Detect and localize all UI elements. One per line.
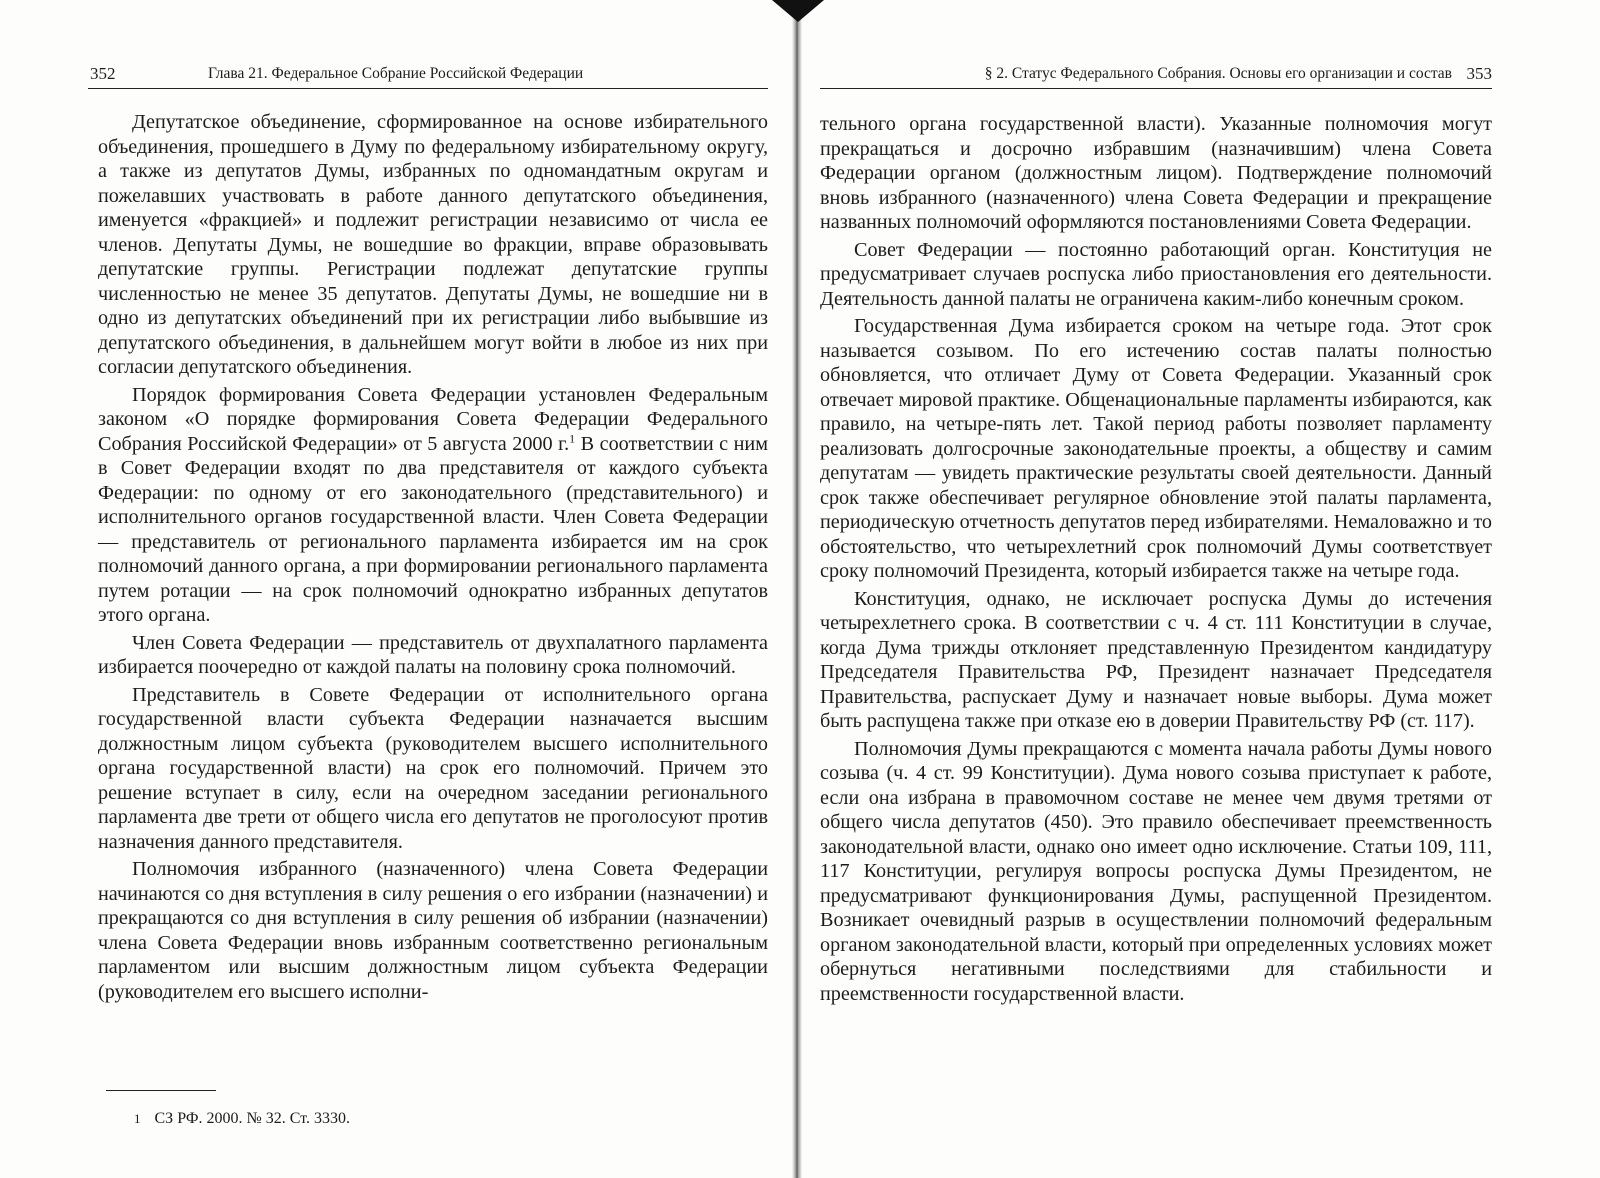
chapter-title: Глава 21. Федеральное Собрание Российской Федерации	[208, 65, 584, 82]
right-page	[820, 0, 1492, 1178]
footnote-text: СЗ РФ. 2000. № 32. Ст. 3330.	[154, 1110, 350, 1127]
page-number: 352	[90, 64, 116, 83]
left-page	[88, 0, 768, 1178]
paragraph-text: В соответствии с ним в Совет Федерации входят по два представителя от каждого субъекта Федерации: по одному от его законодательного (представительного) и исполнительного органов государственной власти. Член Совета Федерации — представитель от регионального парламента избирается им на срок полномочий данного органа, а при формировании регионального парламента путем ротации — на срок полномочий однократно избранных депутатов этого органа.	[98, 432, 769, 626]
paragraph: Конституция, однако, не исключает роспуска Думы до истечения четырехлетнего срока. В соответствии с ч. 4 ст. 111 Конституции в случае, когда Дума трижды отклоняет представленную Президентом кандидатуру Председателя Правительства РФ, Президент назначает Председателя Правительства, распускает Думу и назначает новые выборы. Дума может быть распущена также при отказе ею в доверии Правительству РФ (ст. 117).	[820, 587, 1492, 732]
paragraph: Полномочия Думы прекращаются с момента начала работы Думы нового созыва (ч. 4 ст. 99 Конституции). Дума нового созыва приступает к работе, если она избрана в правомочном составе не менее чем двумя третями от общего числа депутатов (450). Это правило обеспечивает преемственность законодательной власти, однако оно имеет одно исключение. Статьи 109, 111, 117 Конституции, регулируя вопросы роспуска Думы Президентом, не предусматривают функционирования Думы, распущенной Президентом. Возникает очевидный разрыв в осуществлении полномочий федеральным органом законодательной власти, который при определенных условиях может обернуться негативными последствиями для стабильности и преемственности государственной власти.	[820, 737, 1492, 1005]
body-text	[98, 110, 768, 1004]
binding-shadow	[772, 0, 824, 22]
running-head	[820, 62, 1492, 89]
section-title: § 2. Статус Федерального Собрания. Основы его организации и состав	[984, 65, 1452, 82]
footnote	[134, 1110, 350, 1128]
footnote-divider	[106, 1090, 216, 1091]
paragraph: тельного органа государственной власти). Указанные полномочия могут прекращаться и досрочно избравшим (назначившим) члена Совета Федерации органом (должностным лицом). Подтверждение полномочий вновь избранного (назначенного) члена Совета Федерации и прекращение названных полномочий оформляются постановлениями Совета Федерации.	[820, 113, 1492, 233]
page-number: 353	[1466, 64, 1492, 83]
paragraph: Государственная Дума избирается сроком на четыре года. Этот срок называется созывом. По его истечению состав палаты полностью обновляется, что отличает Думу от Совета Федерации. Указанный срок отвечает мировой практике. Общенациональные парламенты избираются, как правило, на четыре-пять лет. Такой период работы позволяет парламенту реализовать долгосрочные законодательные проекты, а обществу и самим депутатам — увидеть практические результаты своей деятельности. Данный срок также обеспечивает регулярное обновление этой палаты парламента, периодическую отчетность депутатов перед избирателями. Немаловажно и то обстоятельство, что четырехлетний срок полномочий Думы соответствует сроку полномочий Президента, который избирается также на четыре года.	[820, 315, 1492, 582]
book-gutter	[792, 0, 802, 1178]
body-text	[820, 112, 1492, 1006]
paragraph: Депутатское объединение, сформированное на основе избирательного объединения, прошедшего в Думу по федеральному избирательному округу, а также из депутатов Думы, избранных по одномандатным округам и пожелавших участвовать в работе данного депутатского объединения, именуется «фракцией» и подлежит регистрации независимо от числа ее членов. Депутаты Думы, не вошедшие во фракции, вправе образовывать депутатские группы. Регистрации подлежат депутатские группы численностью не менее 35 депутатов. Депутаты Думы, не вошедшие ни в одно из депутатских объединений при их регистрации либо выбывшие из депутатского объединения, в дальнейшем могут войти в любое из них при согласии депутатского объединения.	[98, 111, 768, 378]
paragraph-text: Порядок формирования Совета Федерации установлен Федеральным законом «О порядке формирования Совета Федерации Федерального Собрания Российской Федерации» от 5 августа 2000 г.	[98, 383, 768, 455]
paragraph: Представитель в Совете Федерации от исполнительного органа государственной власти субъекта Федерации назначается высшим должностным лицом субъекта (руководителем высшего исполнительного органа государственной власти) на срок его полномочий. Причем это решение вступает в силу, если на очередном заседании регионального парламента две трети от общего числа его депутатов не проголосуют против назначения данного представителя.	[98, 683, 768, 853]
footnote-mark: 1	[569, 430, 576, 445]
footnote-number: 1	[134, 1111, 141, 1126]
running-head	[88, 62, 768, 89]
paragraph: Член Совета Федерации — представитель от двухпалатного парламента избирается поочередно от каждой палаты на половину срока полномочий.	[98, 631, 768, 678]
paragraph: Совет Федерации — постоянно работающий орган. Конституция не предусматривает случаев роспуска либо приостановления его деятельности. Деятельность данной палаты не ограничена каким-либо конечным сроком.	[820, 238, 1492, 310]
paragraph: Полномочия избранного (назначенного) члена Совета Федерации начинаются со дня вступления в силу решения о его избрании (назначении) и прекращаются со дня вступления в силу решения об избрании (назначении) члена Совета Федерации вновь избранным соответственно региональным парламентом или высшим должностным лицом субъекта Федерации (руководителем его высшего исполни-	[98, 858, 768, 1003]
paragraph	[98, 383, 768, 628]
